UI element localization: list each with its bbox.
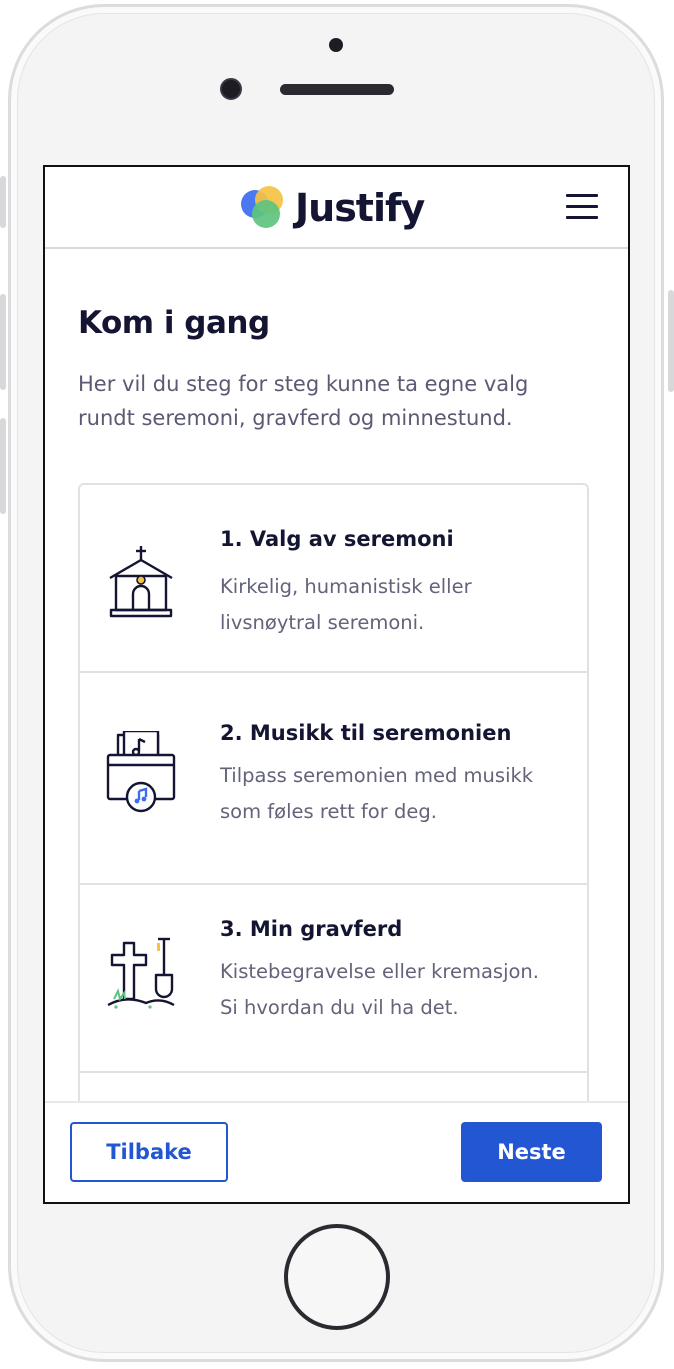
- music-folder-icon: [106, 731, 176, 815]
- intro-text: Her vil du steg for steg kunne ta egne valg rundt seremoni, gravferd og minnestund.: [78, 372, 529, 430]
- step-description: Tilpass seremonien med musikk som føles rett for deg.: [220, 764, 534, 823]
- step-title-text: Min gravferd: [249, 917, 403, 941]
- step-description: Kirkelig, humanistisk eller livsnøytral seremoni.: [220, 575, 472, 634]
- home-button[interactable]: [284, 1224, 390, 1330]
- step-description: Kistebegravelse eller kremasjon. Si hvordan du vil ha det.: [220, 960, 539, 1019]
- step-title-text: Musikk til seremonien: [249, 721, 512, 745]
- step-card-music[interactable]: [80, 671, 587, 885]
- silent-switch: [0, 176, 6, 228]
- step-number: 1.: [220, 527, 243, 551]
- top-bar: [45, 167, 628, 249]
- proximity-sensor: [329, 38, 343, 52]
- power-button: [668, 290, 674, 392]
- brand-name: Justify: [295, 186, 425, 230]
- step-title: [220, 527, 454, 551]
- step-title: [220, 721, 511, 745]
- page-title: Kom i gang: [78, 305, 270, 341]
- next-button[interactable]: Neste: [461, 1122, 602, 1182]
- step-title: [220, 917, 402, 941]
- logo-mark-icon: [241, 186, 285, 230]
- earpiece-speaker: [280, 84, 394, 95]
- brand-logo[interactable]: [241, 185, 424, 231]
- volume-down-button: [0, 418, 6, 514]
- step-card-funeral[interactable]: [80, 883, 587, 1073]
- grave-cross-shovel-icon: [106, 935, 176, 1019]
- bottom-action-bar: [45, 1101, 628, 1204]
- back-button[interactable]: Tilbake: [70, 1122, 228, 1182]
- step-card-ceremony[interactable]: [80, 485, 587, 673]
- front-camera: [220, 78, 242, 100]
- screen: [43, 165, 630, 1204]
- church-icon: [106, 540, 176, 624]
- step-title-text: Valg av seremoni: [249, 527, 454, 551]
- steps-list: [78, 483, 589, 1123]
- step-number: 2.: [220, 721, 243, 745]
- logo-dot-green: [252, 200, 280, 228]
- step-number: 3.: [220, 917, 243, 941]
- volume-up-button: [0, 294, 6, 390]
- hamburger-menu-icon[interactable]: [566, 194, 598, 220]
